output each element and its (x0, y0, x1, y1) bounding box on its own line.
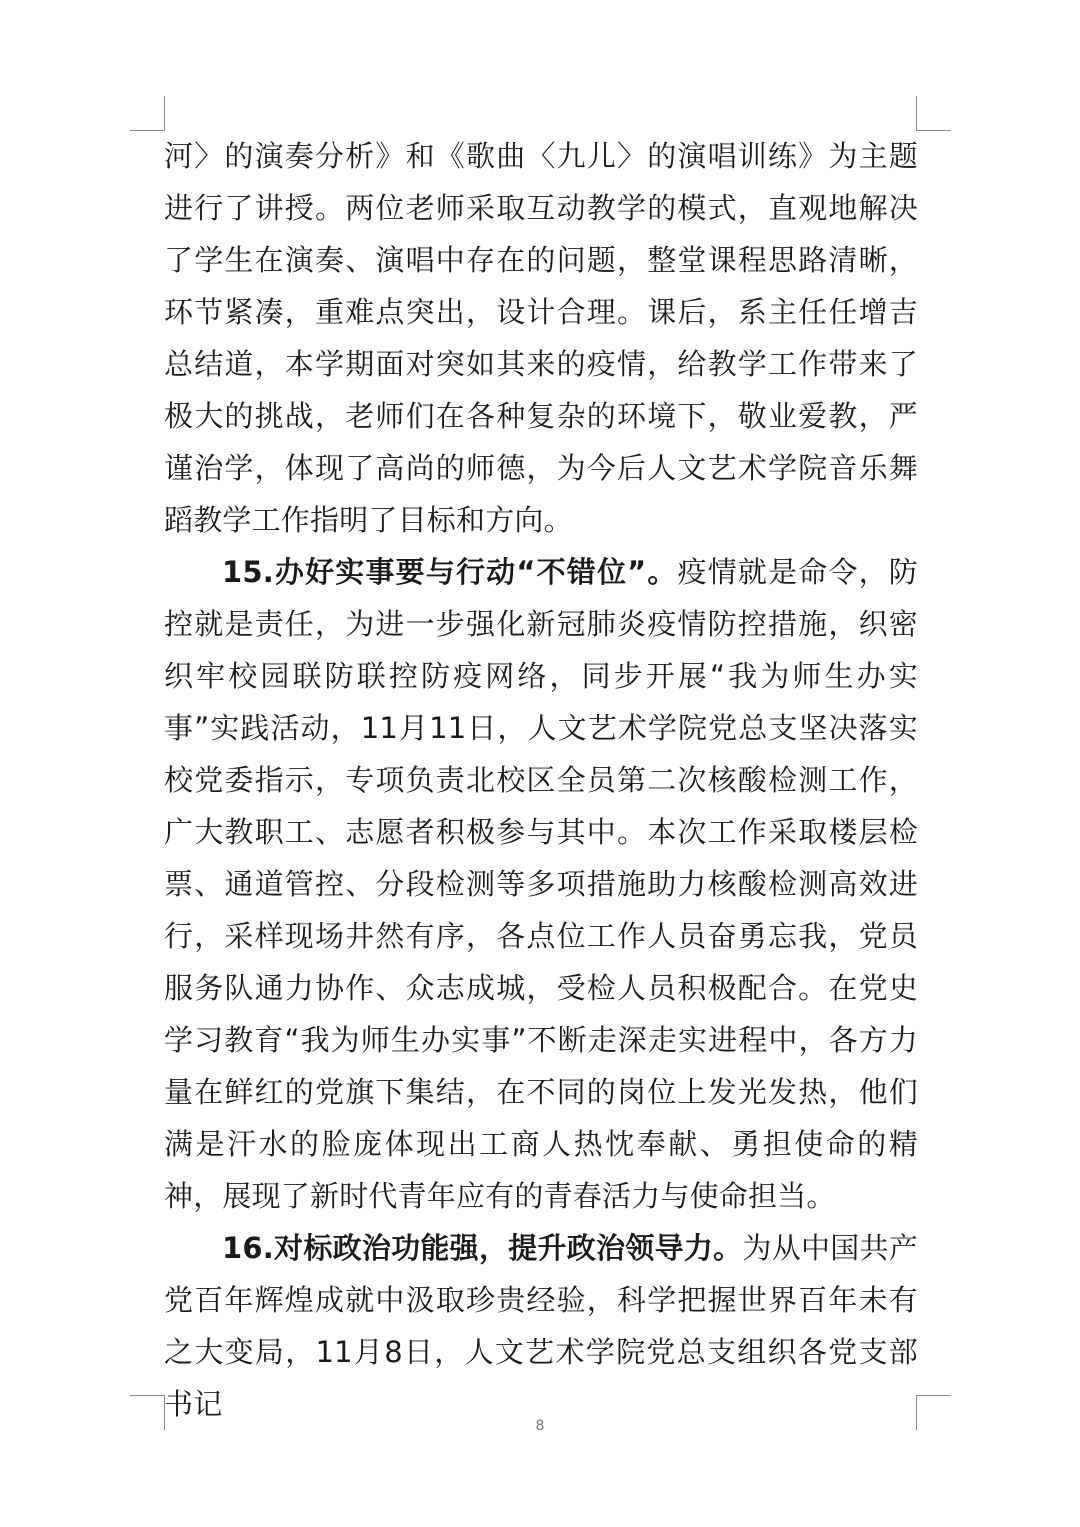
paragraph-continued (164, 130, 918, 546)
crop-mark-top-left (130, 96, 165, 131)
paragraph-text: 为从中国共产党百年辉煌成就中汲取珍贵经验，科学把握世界百年未有之大变局，11月8日，人文艺术学院党总支组织各党支部书记 (164, 1231, 918, 1421)
document-body (164, 130, 918, 1430)
paragraph-15 (164, 546, 918, 1222)
crop-mark-top-right (916, 96, 951, 131)
paragraph-lead: 15.办好实事要与行动“不错位”。 (222, 555, 678, 589)
paragraph-lead: 16.对标政治功能强，提升政治领导力。 (222, 1231, 743, 1265)
paragraph-text: 河〉的演奏分析》和《歌曲〈九儿〉的演唱训练》为主题进行了讲授。两位老师采取互动教学的模式，直观地解决了学生在演奏、演唱中存在的问题，整堂课程思路清晰，环节紧凑，重难点突出，设计合理。课后，系主任任增吉总结道，本学期面对突如其来的疫情，给教学工作带来了极大的挑战，老师们在各种复杂的环境下，敬业爱教，严谨治学，体现了高尚的师德，为今后人文艺术学院音乐舞蹈教学工作指明了目标和方向。 (164, 139, 918, 537)
paragraph-text: 疫情就是命令，防控就是责任，为进一步强化新冠肺炎疫情防控措施，织密织牢校园联防联控防疫网络，同步开展“我为师生办实事”实践活动，11月11日，人文艺术学院党总支坚决落实校党委指示，专项负责北校区全员第二次核酸检测工作，广大教职工、志愿者积极参与其中。本次工作采取楼层检票、通道管控、分段检测等多项措施助力核酸检测高效进行，采样现场井然有序，各点位工作人员奋勇忘我，党员服务队通力协作、众志成城，受检人员积极配合。在党史学习教育“我为师生办实事”不断走深走实进程中，各方力量在鲜红的党旗下集结，在不同的岗位上发光发热，他们满是汗水的脸庞体现出工商人热忱奉献、勇担使命的精神，展现了新时代青年应有的青春活力与使命担当。 (164, 555, 918, 1213)
paragraph-16 (164, 1222, 918, 1430)
page-number: 8 (535, 1418, 545, 1434)
